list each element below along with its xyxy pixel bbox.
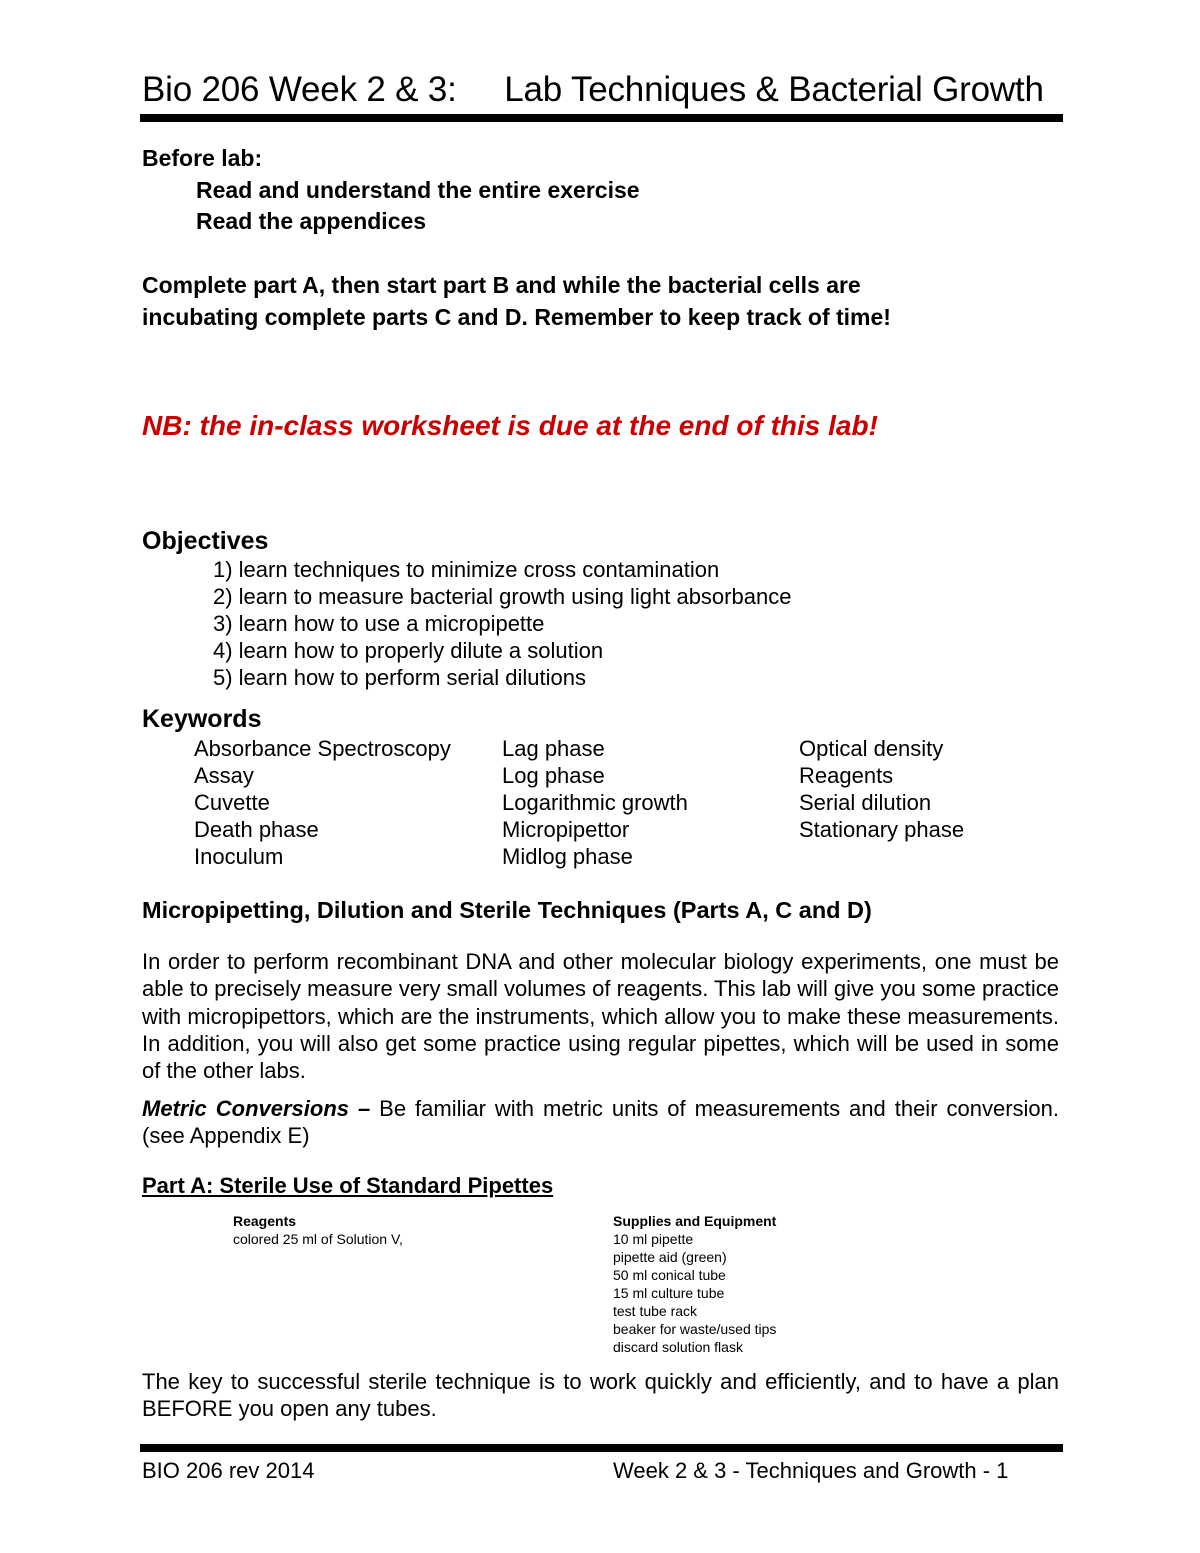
instructions-line: incubating complete parts C and D. Remember to keep track of time! bbox=[142, 304, 891, 330]
objective-item: 5) learn how to perform serial dilutions bbox=[213, 665, 586, 690]
keyword: Death phase bbox=[194, 817, 319, 842]
keyword: Absorbance Spectroscopy bbox=[194, 736, 451, 761]
before-lab-item: Read the appendices bbox=[196, 208, 427, 234]
before-lab-item: Read and understand the entire exercise bbox=[196, 177, 640, 203]
page-title: Bio 206 Week 2 & 3: Lab Techniques & Bacterial Growth bbox=[142, 70, 1044, 109]
supply-item: 10 ml pipette bbox=[613, 1231, 694, 1247]
keywords-column-1 bbox=[194, 735, 451, 870]
keyword: Stationary phase bbox=[799, 817, 965, 842]
keyword: Serial dilution bbox=[799, 790, 932, 815]
keyword: Optical density bbox=[799, 736, 944, 761]
keyword: Lag phase bbox=[502, 736, 605, 761]
section-heading: Micropipetting, Dilution and Sterile Techniques (Parts A, C and D) bbox=[142, 897, 872, 923]
metric-conversions-label: Metric Conversions – bbox=[142, 1096, 371, 1121]
before-lab-heading: Before lab: bbox=[142, 145, 263, 171]
part-a-heading: Part A: Sterile Use of Standard Pipettes bbox=[142, 1173, 554, 1198]
keyword: Micropipettor bbox=[502, 817, 630, 842]
keyword: Inoculum bbox=[194, 844, 284, 869]
supply-item: 15 ml culture tube bbox=[613, 1285, 725, 1301]
reagents-list bbox=[233, 1212, 403, 1248]
supply-item: pipette aid (green) bbox=[613, 1249, 727, 1265]
closing-paragraph: The key to successful sterile technique is to work quickly and efficiently, and to have a plan BEFORE you open any tubes. bbox=[142, 1369, 1059, 1422]
supplies-list bbox=[613, 1212, 776, 1356]
keywords-column-3 bbox=[799, 735, 964, 843]
reagent-item: colored 25 ml of Solution V, bbox=[233, 1231, 403, 1247]
keyword: Assay bbox=[194, 763, 254, 788]
footer-left: BIO 206 rev 2014 bbox=[142, 1458, 315, 1483]
header-rule bbox=[140, 114, 1063, 122]
keywords-heading: Keywords bbox=[142, 705, 262, 733]
objective-item: 3) learn how to use a micropipette bbox=[213, 611, 545, 636]
objective-item: 2) learn to measure bacterial growth using light absorbance bbox=[213, 584, 792, 609]
footer-right: Week 2 & 3 - Techniques and Growth - 1 bbox=[613, 1458, 1009, 1483]
intro-paragraph: In order to perform recombinant DNA and other molecular biology experiments, one must be able to precisely measure very small volumes of reagents. This lab will give you some practice with micropipettors, which are the instruments, which allow you to make these measurements. In addition, you will also get some practice using regular pipettes, which will be used in some of the other labs. bbox=[142, 949, 1059, 1084]
keyword: Reagents bbox=[799, 763, 894, 788]
supply-item: test tube rack bbox=[613, 1303, 698, 1319]
instructions-line: Complete part A, then start part B and while the bacterial cells are bbox=[142, 272, 861, 298]
metric-conversions-paragraph bbox=[142, 1095, 1059, 1150]
keyword: Cuvette bbox=[194, 790, 270, 815]
reagents-heading: Reagents bbox=[233, 1213, 297, 1229]
metric-conversions-text: Be familiar with metric units of measurements and their conversion. (see Appendix E) bbox=[142, 1096, 1059, 1149]
keyword: Logarithmic growth bbox=[502, 790, 688, 815]
keyword: Log phase bbox=[502, 763, 605, 788]
keyword: Midlog phase bbox=[502, 844, 633, 869]
supply-item: 50 ml conical tube bbox=[613, 1267, 726, 1283]
supply-item: beaker for waste/used tips bbox=[613, 1321, 777, 1337]
objective-item: 1) learn techniques to minimize cross contamination bbox=[213, 557, 720, 582]
supplies-heading: Supplies and Equipment bbox=[613, 1213, 777, 1229]
worksheet-notice: NB: the in-class worksheet is due at the end of this lab! bbox=[142, 410, 878, 441]
objectives-heading: Objectives bbox=[142, 527, 269, 555]
footer-rule bbox=[140, 1444, 1063, 1452]
keywords-column-2 bbox=[502, 735, 688, 870]
supply-item: discard solution flask bbox=[613, 1339, 743, 1355]
objective-item: 4) learn how to properly dilute a solution bbox=[213, 638, 604, 663]
